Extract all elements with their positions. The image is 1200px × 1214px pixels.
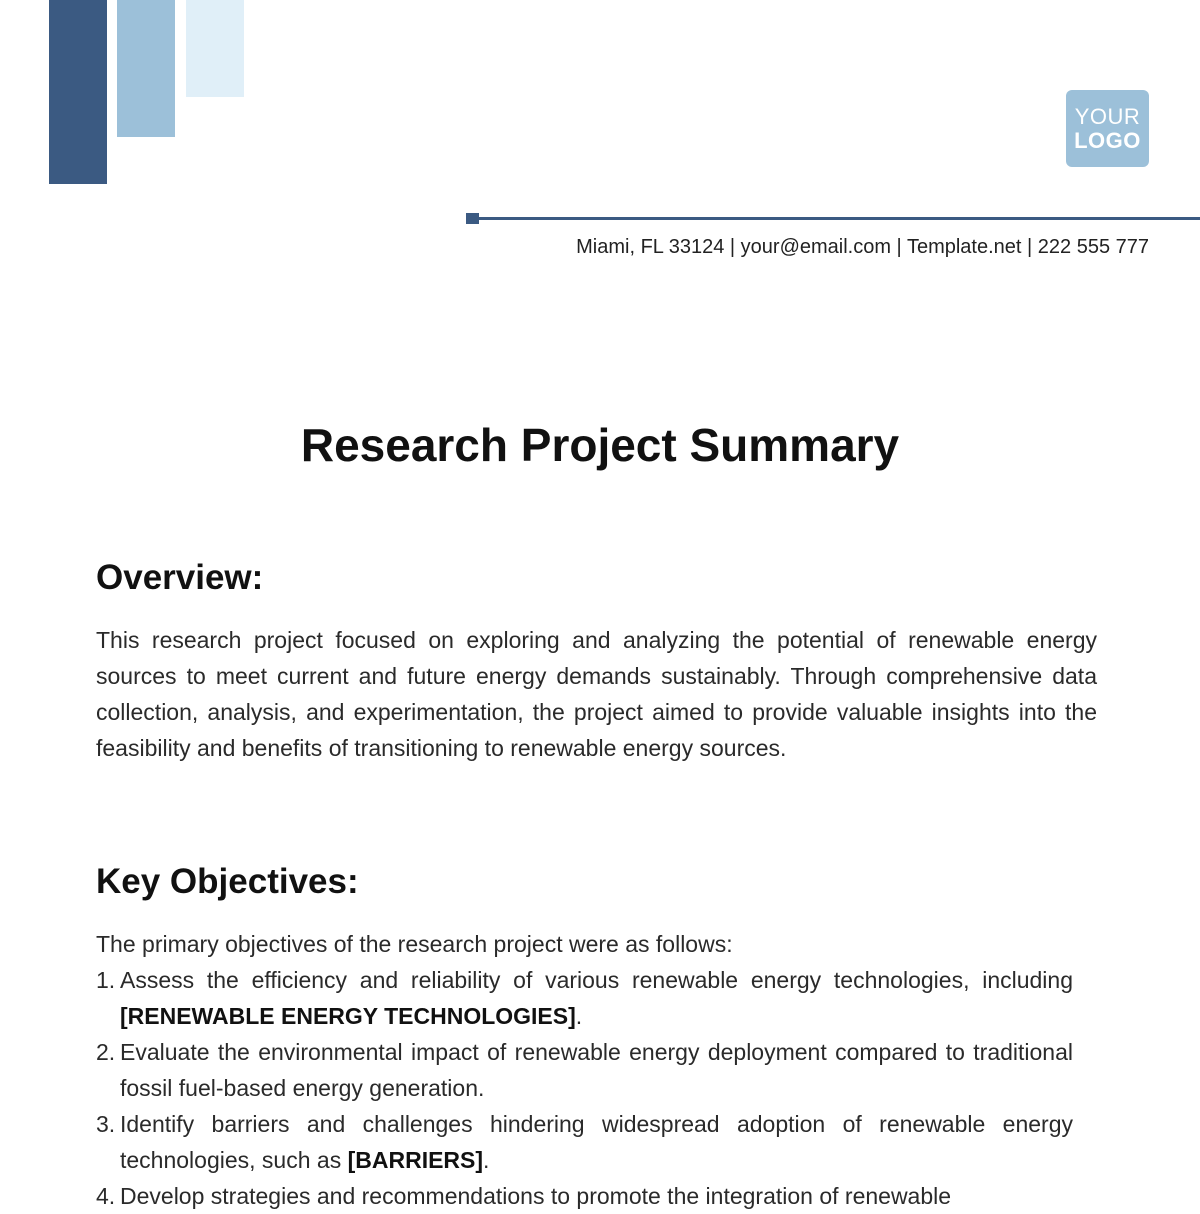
overview-heading: Overview: bbox=[96, 558, 264, 597]
list-item bbox=[96, 1178, 1073, 1214]
objectives-list bbox=[96, 962, 1073, 1214]
contact-info: Miami, FL 33124 | your@email.com | Template.net | 222 555 777 bbox=[576, 236, 1149, 258]
logo-line-1: YOUR bbox=[1074, 103, 1141, 129]
list-number: 3. bbox=[96, 1111, 116, 1137]
decor-bar-light bbox=[186, 0, 244, 97]
list-text-end: . bbox=[483, 1147, 490, 1173]
header-rule bbox=[466, 217, 1200, 220]
list-text: Assess the efficiency and reliability of various renewable energy technologies, including bbox=[120, 967, 1073, 993]
overview-text: This research project focused on exploring and analyzing the potential of renewable energy sources to meet current and future energy demands sustainably. Through comprehensive data collection, analysis, and experimentation, the project aimed to provide valuable insights into the feasibility and benefits of transitioning to renewable energy sources. bbox=[96, 627, 1097, 761]
decor-bar-dark bbox=[49, 0, 107, 184]
company-logo bbox=[1066, 90, 1149, 167]
list-text-end: . bbox=[575, 1003, 583, 1029]
list-number: 1. bbox=[96, 967, 116, 993]
list-item bbox=[96, 962, 1073, 1034]
list-number: 4. bbox=[96, 1183, 116, 1209]
page-title: Research Project Summary bbox=[300, 419, 900, 471]
list-item bbox=[96, 1106, 1073, 1178]
logo-line-2: LOGO bbox=[1074, 127, 1141, 153]
list-item bbox=[96, 1034, 1073, 1106]
decor-bar-mid bbox=[117, 0, 175, 137]
list-text: Evaluate the environmental impact of renewable energy deployment compared to traditional fossil fuel-based energy generation. bbox=[120, 1039, 1073, 1101]
objectives-heading: Key Objectives: bbox=[96, 862, 359, 901]
placeholder-field: [BARRIERS] bbox=[347, 1147, 484, 1173]
list-text: Develop strategies and recommendations to promote the integration of renewable bbox=[120, 1183, 952, 1209]
list-number: 2. bbox=[96, 1039, 116, 1065]
objectives-intro: The primary objectives of the research project were as follows: bbox=[96, 931, 733, 957]
list-text: Identify barriers and challenges hindering widespread adoption of renewable energy technologies, such as bbox=[120, 1111, 1073, 1173]
placeholder-field: [RENEWABLE ENERGY TECHNOLOGIES] bbox=[120, 1003, 576, 1029]
